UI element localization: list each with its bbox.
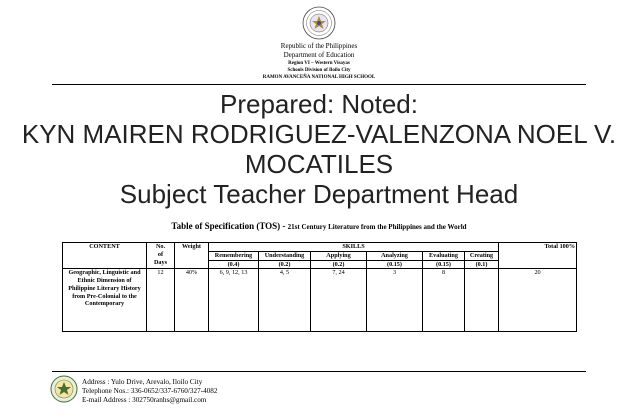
header-no-of-days: No. of Days [147, 243, 175, 269]
header-division: Schools Division of Iloilo City [287, 68, 351, 73]
skill-name: Applying [311, 251, 367, 260]
table-caption [0, 221, 638, 231]
header-weight: Weight [175, 243, 209, 269]
skill-weight: (0.4) [209, 260, 259, 269]
row-weight: 40% [175, 269, 209, 332]
signatory-names-cont: MOCATILES [244, 149, 394, 179]
caption-main: Table of Specification (TOS) - [171, 221, 286, 231]
header-skills: SKILLS [209, 243, 499, 252]
signatory-names: KYN MAIREN RODRIGUEZ-VALENZONA NOEL V. [21, 119, 617, 149]
header-row-1 [63, 243, 577, 252]
caption-subject: 21st Century Literature from the Philippines and the World [287, 223, 467, 231]
row-remembering: 6, 9, 12, 13 [209, 269, 259, 332]
header-school: RAMON AVANCEÑA NATIONAL HIGH SCHOOL [262, 75, 376, 80]
school-logo-icon [50, 375, 78, 403]
skill-weight: (0.15) [367, 260, 423, 269]
skill-name: Understanding [259, 251, 311, 260]
row-analyzing: 3 [367, 269, 423, 332]
row-understanding: 4, 5 [259, 269, 311, 332]
skill-weight: (0.15) [423, 260, 465, 269]
signatory-titles: Subject Teacher Department Head [119, 179, 519, 209]
row-applying: 7, 24 [311, 269, 367, 332]
skill-weight: (0.2) [311, 260, 367, 269]
row-creating [465, 269, 499, 332]
skill-name: Evaluating [423, 251, 465, 260]
signatory-roles: Prepared: Noted: [219, 89, 418, 119]
header-region: Region VI – Western Visayas [288, 61, 350, 66]
header-divider [52, 84, 586, 85]
header-department: Department of Education [283, 51, 355, 59]
skill-weight: (0.1) [465, 260, 499, 269]
header-content: CONTENT [63, 243, 147, 269]
row-content: Geographic, Linguistic and Ethnic Dimension of Philippine Literary History from Pre-Colonial to the Contemporary [63, 269, 147, 332]
footer-email: E-mail Address : 302750ranhs@gmail.com [82, 396, 207, 404]
footer-address: Address : Yulo Drive, Arevalo, Iloilo City [82, 378, 203, 386]
header-total: Total 100% [499, 243, 577, 269]
deped-seal-icon [302, 6, 336, 40]
skill-name: Analyzing [367, 251, 423, 260]
footer-telephone: Telephone Nos.: 336-0652/337-6760/327-4082 [82, 387, 218, 395]
row-total: 20 [499, 269, 577, 332]
table-row [63, 269, 577, 332]
tos-table [62, 242, 577, 332]
skill-weight: (0.2) [259, 260, 311, 269]
row-evaluating: 8 [423, 269, 465, 332]
row-days: 12 [147, 269, 175, 332]
skill-name: Remembering [209, 251, 259, 260]
skill-name: Creating [465, 251, 499, 260]
footer-divider [52, 371, 586, 372]
header-republic: Republic of the Philippines [280, 42, 358, 50]
